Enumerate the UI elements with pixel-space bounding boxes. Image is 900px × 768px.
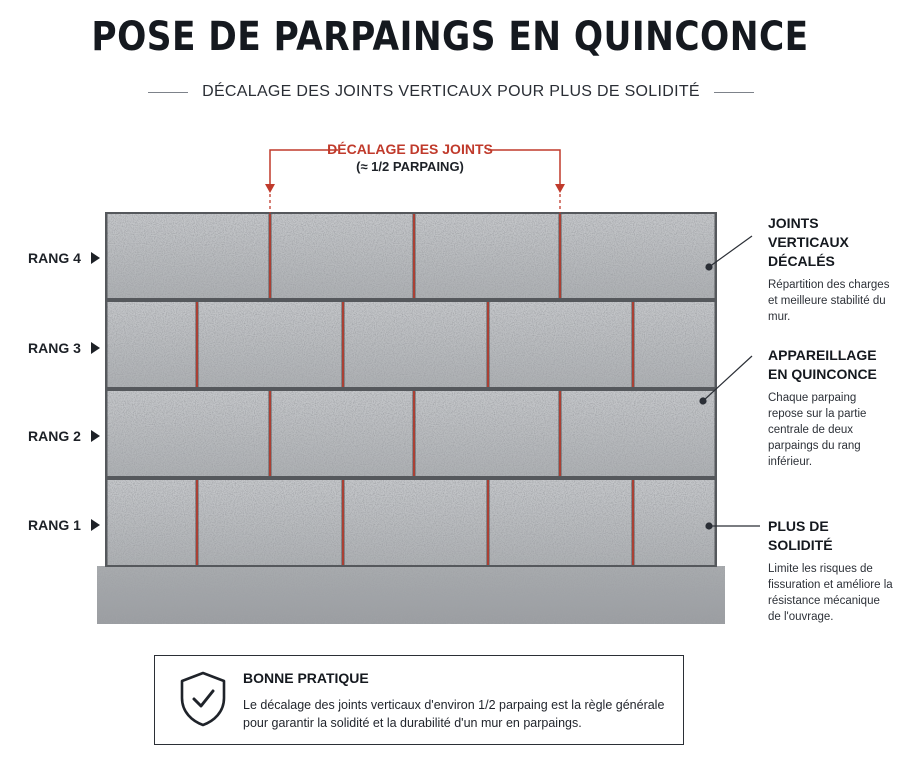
page-subtitle: DÉCALAGE DES JOINTS VERTICAUX POUR PLUS DE SOLIDITÉ (202, 83, 700, 100)
shield-check-icon (177, 670, 229, 728)
offset-value: (≈ 1/2 PARPAING) (356, 159, 464, 174)
concrete-block-row-4 (416, 214, 559, 298)
concrete-block-row-1 (490, 480, 632, 565)
best-practice-body: Le décalage des joints verticaux d'environ 1/2 parpaing est la règle générale pour garantir la solidité et la durabilité d'un mur en parpaings. (243, 698, 665, 730)
note-staggered-joints (768, 214, 893, 325)
note-title: PLUS DE SOLIDITÉ (768, 518, 833, 553)
concrete-block-row-3 (635, 302, 715, 387)
concrete-block-row-1 (108, 480, 196, 565)
concrete-block-row-1 (635, 480, 715, 565)
concrete-block-row-4 (272, 214, 413, 298)
concrete-block-row-2 (562, 391, 715, 476)
triangle-right-icon (91, 430, 100, 442)
concrete-block-row-4 (108, 214, 269, 298)
concrete-block-row-1 (199, 480, 342, 565)
concrete-block-row-3 (490, 302, 632, 387)
note-body: Répartition des charges et meilleure stabilité du mur. (768, 279, 890, 323)
note-title: APPAREILLAGE EN QUINCONCE (768, 347, 877, 382)
row-label-2: RANG 2 (28, 426, 100, 446)
concrete-block-row-1 (345, 480, 487, 565)
row-label-4: RANG 4 (28, 248, 100, 268)
triangle-right-icon (91, 342, 100, 354)
offset-label (290, 140, 530, 176)
note-title: JOINTS VERTICAUX DÉCALÉS (768, 215, 849, 269)
best-practice-title: BONNE PRATIQUE (243, 670, 369, 686)
offset-title: DÉCALAGE DES JOINTS (327, 141, 493, 157)
note-body: Chaque parpaing repose sur la partie centrale de deux parpaings du rang inférieur. (768, 392, 867, 468)
arrow-down-icon (265, 184, 275, 193)
foundation-slab (97, 566, 725, 624)
note-staggered-bond (768, 346, 893, 470)
concrete-block-row-3 (108, 302, 196, 387)
concrete-block-row-4 (562, 214, 715, 298)
note-body: Limite les risques de fissuration et améliore la résistance mécanique de l'ouvrage. (768, 563, 893, 623)
triangle-right-icon (91, 519, 100, 531)
best-practice-box (154, 655, 684, 745)
concrete-block-row-2 (108, 391, 269, 476)
note-more-strength (768, 517, 893, 625)
row-label-1: RANG 1 (28, 515, 100, 535)
concrete-block-row-2 (416, 391, 559, 476)
concrete-block-row-3 (199, 302, 342, 387)
row-label-3: RANG 3 (28, 338, 100, 358)
triangle-right-icon (91, 252, 100, 264)
concrete-block-row-3 (345, 302, 487, 387)
page-title: POSE DE PARPAINGS EN QUINCONCE (91, 14, 809, 60)
arrow-down-icon (555, 184, 565, 193)
concrete-block-row-2 (272, 391, 413, 476)
